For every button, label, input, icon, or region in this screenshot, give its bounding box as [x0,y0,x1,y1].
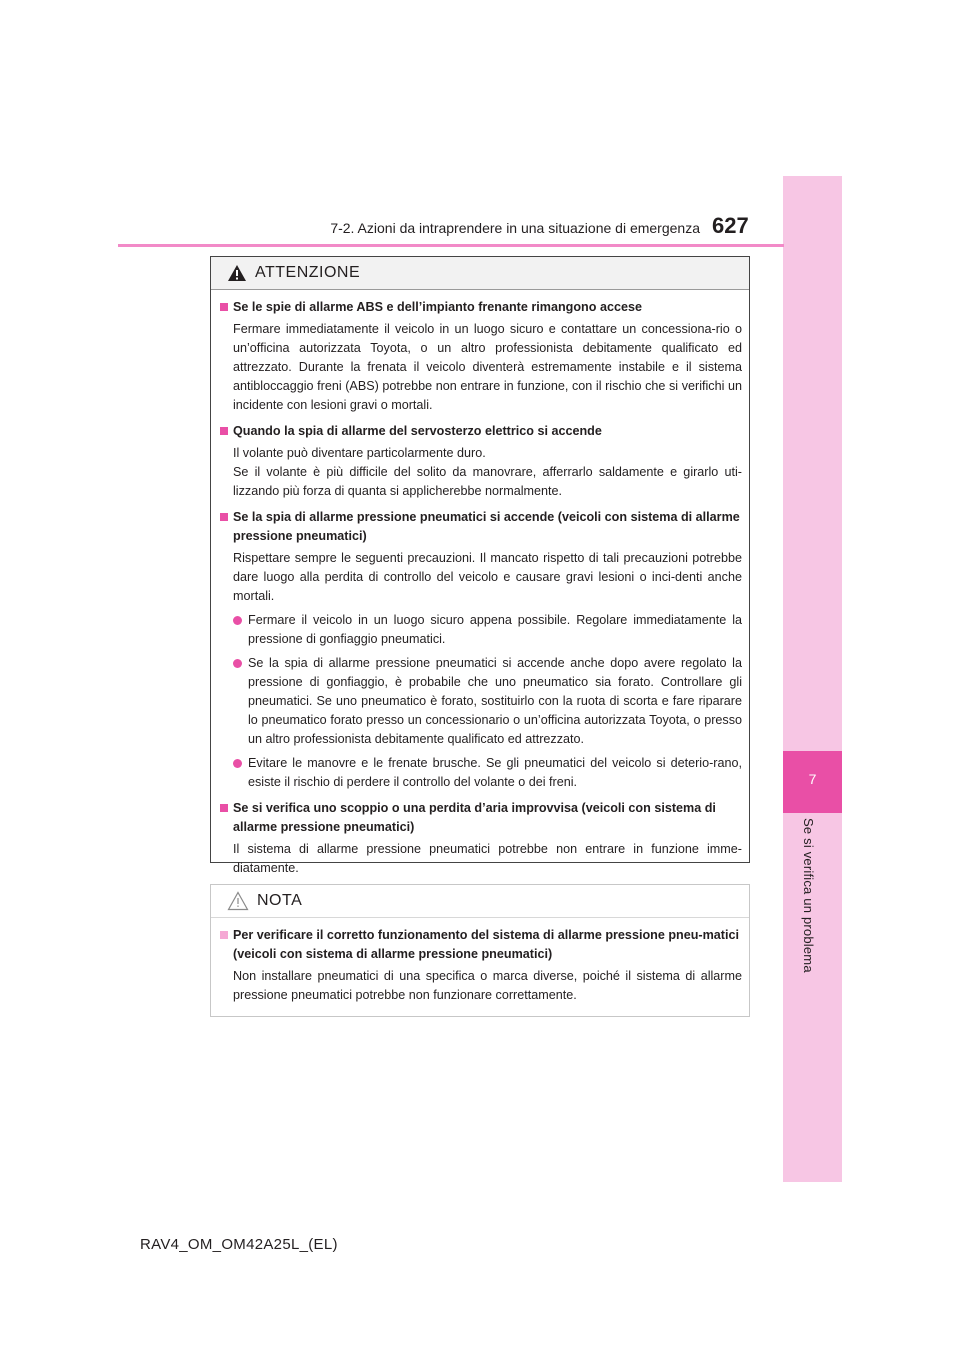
section [218,422,742,501]
section [218,799,742,878]
header-divider [118,244,784,247]
bullet-item [218,754,742,792]
section-heading-text: Per verificare il corretto funzionamento del sistema di allarme pressione pneu-matici (veicoli con sistema di allarme pressione pneumatici) [233,928,740,961]
section-text [218,444,742,501]
paragraph: Il sistema di allarme pressione pneumatici potrebbe non entrare in funzione imme-diatamente. [233,842,742,875]
note-box [210,884,750,1017]
note-box-title: NOTA [257,892,303,909]
bullet-item [218,654,742,749]
section [218,508,742,792]
round-bullet-icon [233,659,242,668]
section-text [218,840,742,878]
page-number: 627 [712,213,749,238]
square-bullet-icon [220,303,228,311]
section-heading [218,508,742,546]
section-heading [218,799,742,837]
section-heading [218,422,742,441]
chapter-label: Se si verifica un problema [801,818,816,973]
section-text [218,320,742,415]
section-heading-text: Quando la spia di allarme del servosterzo elettrico si accende [233,424,602,438]
bullet-item [218,611,742,649]
paragraph: Rispettare sempre le seguenti precauzioni. Il mancato rispetto di tali precauzioni potrebbe dare luogo alla perdita di controllo del veicolo e causare gravi lesioni o inci-denti anche mortali. [233,551,742,603]
caution-triangle-outline-icon [227,891,249,911]
bullet-text: Se la spia di allarme pressione pneumatici si accende anche dopo avere regolato la pressione di gonfiaggio, è probabile che uno pneumatico sia forato. Controllare gli pneumatici. Se uno pneumatico è forato, sostituirlo con la ruota di scorta e fare riparare lo pneumatico forato presso un concessionario o un’officina autorizzata Toyota, o presso un altro professionista debitamente qualificato ed attrezzato. [248,656,742,746]
square-bullet-icon [220,804,228,812]
section [218,298,742,415]
warning-box-title: ATTENZIONE [255,264,361,281]
square-bullet-icon [220,931,228,939]
warning-triangle-icon [227,264,247,282]
note-box-header [211,885,749,918]
section-heading-text: Se si verifica uno scoppio o una perdita d’aria improvvisa (veicoli con sistema di allarme pressione pneumatici) [233,801,716,834]
chapter-number: 7 [808,771,817,787]
paragraph: Non installare pneumatici di una specifica o marca diverse, poiché il sistema di allarme pressione pneumatici potrebbe non funzionare correttamente. [233,969,742,1002]
section-heading [218,926,742,964]
section-heading-text: Se la spia di allarme pressione pneumatici si accende (veicoli con sistema di allarme pressione pneumatici) [233,510,740,543]
bullet-text: Fermare il veicolo in un luogo sicuro appena possibile. Regolare immediatamente la pressione di gonfiaggio pneumatici. [248,613,742,646]
paragraph: Se il volante è più difficile del solito da manovrare, afferrarlo saldamente e girarlo uti-lizzando più forza di quanta si applicherebbe normalmente. [233,465,742,498]
paragraph: Il volante può diventare particolarmente duro. [233,446,486,460]
square-bullet-icon [220,513,228,521]
warning-box [210,256,750,875]
section-heading [218,298,742,317]
section-title: 7-2. Azioni da intraprendere in una situazione di emergenza [330,220,700,236]
bullet-text: Evitare le manovre e le frenate brusche. Se gli pneumatici del veicolo si deterio-rano, esiste il rischio di perdere il controllo del volante o dei freni. [248,756,742,789]
square-bullet-icon [220,427,228,435]
section-text [218,549,742,606]
document-code: RAV4_OM_OM42A25L_(EL) [140,1236,338,1253]
section-heading-text: Se le spie di allarme ABS e dell’impianto frenante rimangono accese [233,300,642,314]
chapter-tab-active[interactable] [783,751,842,813]
note-box-body [211,918,749,1005]
round-bullet-icon [233,759,242,768]
warning-box-header [211,257,749,290]
round-bullet-icon [233,616,242,625]
paragraph: Fermare immediatamente il veicolo in un luogo sicuro e contattare un concessiona-rio o un’officina autorizzata Toyota, o un altro professionista debitamente qualificato ed attrezzato. Durante la frenata il veicolo diventerà estremamente instabile e il sistema antibloccaggio freni (ABS) potrebbe non entrare in funzione, con il rischio che si verifichi un incidente con lesioni gravi o mortali. [233,322,742,412]
chapter-side-tab [783,176,842,1182]
warning-box-body [211,290,749,878]
section [218,926,742,1005]
section-text [218,967,742,1005]
